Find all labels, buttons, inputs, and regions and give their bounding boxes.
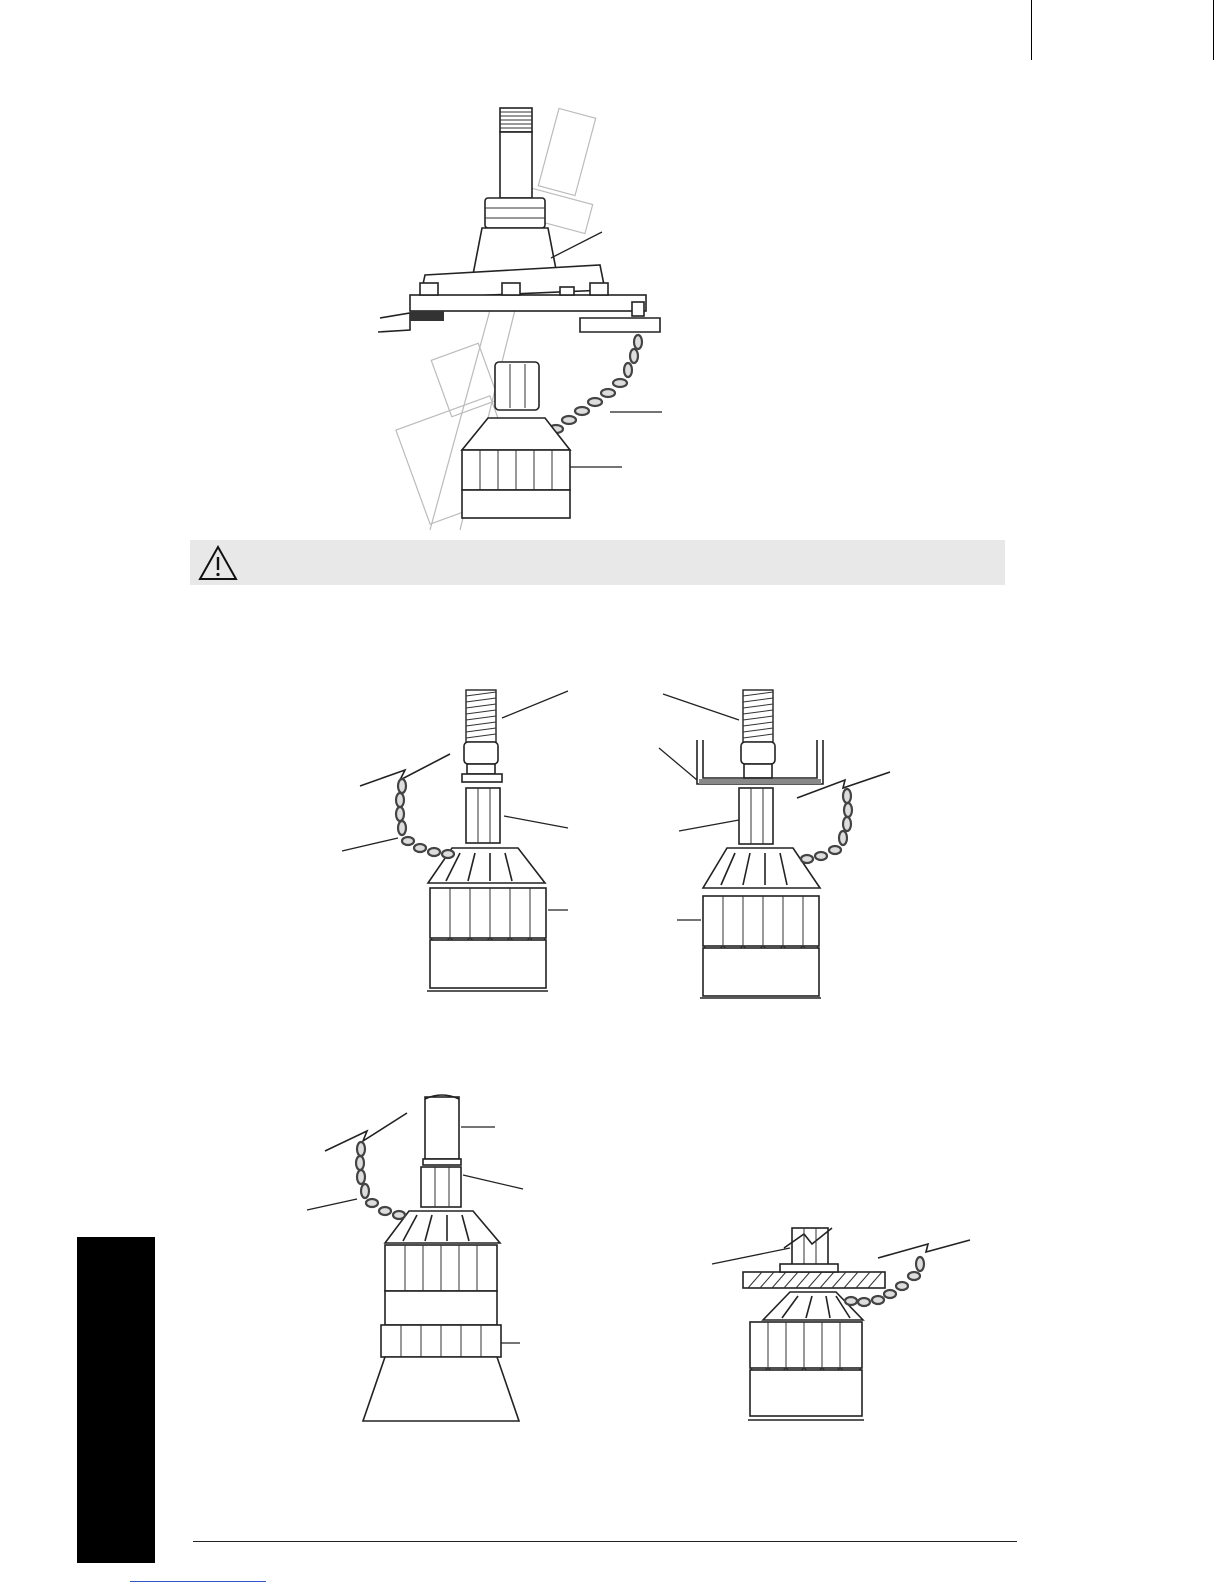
mounting-surface-left: [378, 313, 410, 332]
transducer-body: [703, 896, 819, 946]
transducer-face: [703, 948, 819, 996]
transducer-body: [430, 888, 546, 938]
leader-coupling: [463, 1175, 523, 1189]
leader-swivel: [551, 232, 602, 258]
coupling: [739, 788, 773, 844]
connector-collar: [467, 764, 495, 774]
pipe-body: [500, 132, 532, 198]
transducer-cone: [462, 418, 570, 450]
transducer-lower: [385, 1291, 497, 1325]
locknut: [780, 1264, 838, 1272]
figure-flange-mount-swivel: [370, 100, 670, 530]
conduit-connector: [464, 742, 498, 764]
section-side-tab: [77, 1237, 155, 1563]
warning-triangle-icon: [198, 544, 238, 582]
figure-conduit-coupling-mount: [340, 688, 570, 998]
connector-collar: [744, 764, 772, 778]
warning-band: [190, 540, 1005, 585]
leader-coupling: [679, 820, 739, 831]
conduit-connector: [741, 742, 775, 764]
leader-conduit: [502, 691, 568, 718]
pipe: [425, 1097, 459, 1159]
transducer-cone: [703, 848, 820, 888]
leader-chain: [342, 838, 398, 851]
leader-conduit: [663, 694, 739, 720]
hex-nut: [485, 198, 545, 228]
transducer-face: [430, 940, 546, 988]
safety-chain: [549, 335, 642, 433]
leader-stud: [712, 1248, 790, 1264]
coupling-nut: [495, 362, 539, 410]
footer-link-underline: [130, 1581, 266, 1582]
figure-pipe-coupling-with-shield: [305, 1093, 545, 1428]
pipe-collar: [423, 1159, 461, 1165]
chain-anchor-break: [325, 1113, 407, 1151]
transducer-face: [462, 490, 570, 518]
coupling: [421, 1167, 461, 1207]
chain-anchor-bolt: [632, 302, 644, 316]
figure-through-plate-nut-mount: [708, 1222, 978, 1427]
channel-bracket-hatch: [699, 779, 821, 784]
header-rule-left: [1031, 0, 1032, 60]
leader-bracket: [659, 748, 697, 780]
mounting-flange: [410, 295, 646, 311]
mounting-plate: [743, 1272, 885, 1288]
safety-chain: [797, 772, 890, 863]
footer-rule: [193, 1541, 1017, 1542]
transducer-body: [750, 1322, 862, 1368]
flexible-conduit: [466, 690, 496, 742]
leader-chain: [307, 1199, 357, 1210]
mounting-surface-right: [580, 318, 660, 332]
leader-coupling: [504, 816, 568, 828]
flexible-conduit: [743, 690, 773, 742]
safety-chain: [360, 754, 454, 858]
header-rule-right: [1213, 0, 1214, 60]
figure-conduit-channel-bracket-mount: [655, 688, 900, 1003]
coupling: [466, 788, 500, 843]
gasket-left: [410, 311, 444, 321]
chain-anchor-break: [878, 1240, 970, 1258]
submergence-shield: [363, 1357, 519, 1421]
transducer-face: [750, 1370, 862, 1416]
locknut: [462, 774, 502, 782]
